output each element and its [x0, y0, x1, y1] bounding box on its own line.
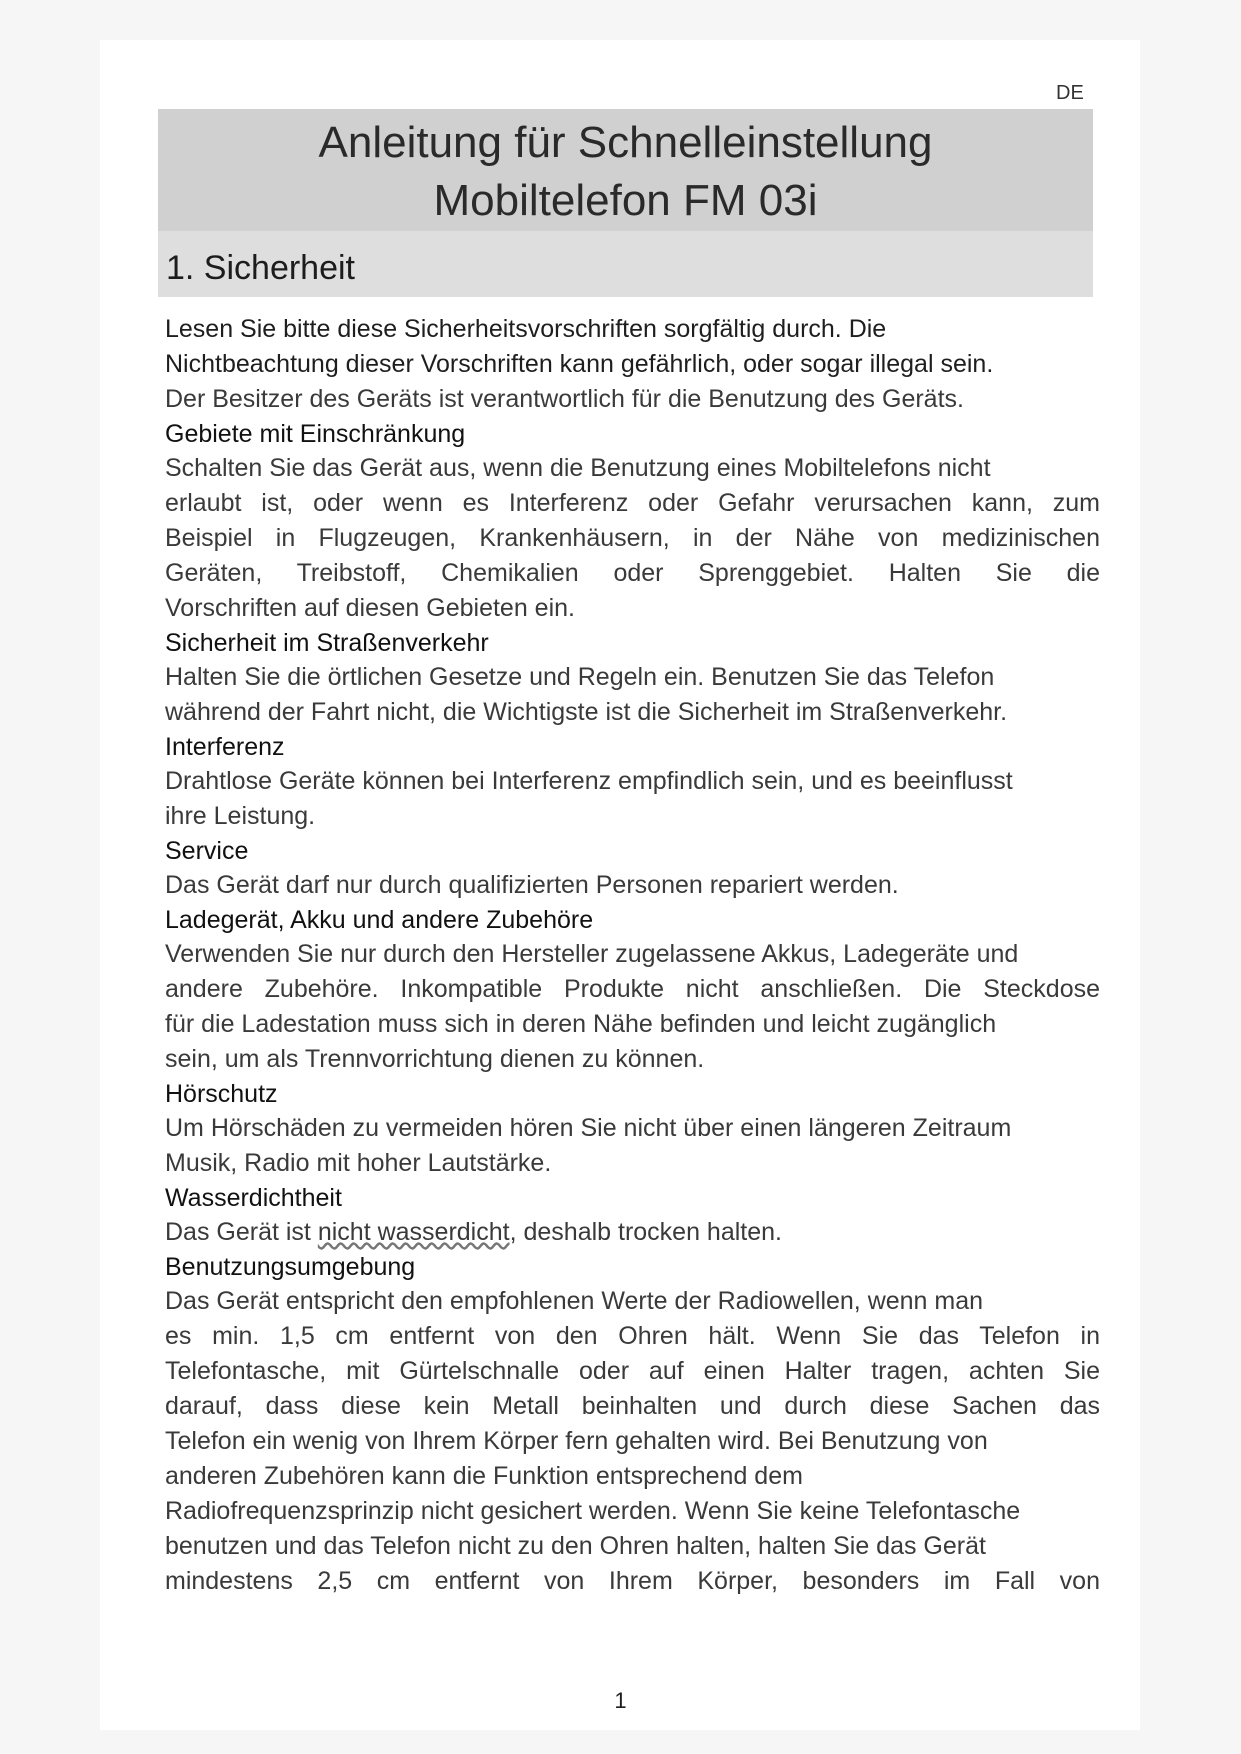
section-heading: Wasserdichtheit	[165, 1184, 342, 1212]
body-line: erlaubt ist, oder wenn es Interferenz oder Gefahr verursachen kann, zum	[165, 489, 1100, 517]
body-line: Verwenden Sie nur durch den Hersteller zugelassene Akkus, Ladegeräte und	[165, 940, 1019, 968]
body-line: Telefon ein wenig von Ihrem Körper fern gehalten wird. Bei Benutzung von	[165, 1427, 988, 1455]
body-line: Musik, Radio mit hoher Lautstärke.	[165, 1149, 552, 1177]
intro-line: Nichtbeachtung dieser Vorschriften kann gefährlich, oder sogar illegal sein.	[165, 350, 994, 378]
body-line: darauf, dass diese kein Metall beinhalten und durch diese Sachen das	[165, 1392, 1100, 1420]
section-heading: Service	[165, 837, 249, 865]
section-heading: Gebiete mit Einschränkung	[165, 420, 466, 448]
text-segment: deshalb trocken halten.	[516, 1218, 782, 1246]
emphasized-text: nicht wasserdicht,	[317, 1218, 517, 1246]
body-line: sein, um als Trennvorrichtung dienen zu können.	[165, 1045, 705, 1073]
intro-line: Lesen Sie bitte diese Sicherheitsvorschriften sorgfältig durch. Die	[165, 315, 887, 343]
body-line: Um Hörschäden zu vermeiden hören Sie nicht über einen längeren Zeitraum	[165, 1114, 1012, 1142]
body-line: Beispiel in Flugzeugen, Krankenhäusern, in der Nähe von medizinischen	[165, 524, 1100, 552]
section-heading: Ladegerät, Akku und andere Zubehöre	[165, 906, 594, 934]
body-line: anderen Zubehören kann die Funktion entsprechend dem	[165, 1462, 803, 1490]
body-line: Das Gerät entspricht den empfohlenen Werte der Radiowellen, wenn man	[165, 1287, 984, 1315]
section-title: 1. Sicherheit	[166, 249, 355, 287]
page-number: 1	[614, 1688, 627, 1713]
body-line: Halten Sie die örtlichen Gesetze und Regeln ein. Benutzen Sie das Telefon	[165, 663, 995, 691]
body-line: Drahtlose Geräte können bei Interferenz empfindlich sein, und es beeinflusst	[165, 767, 1013, 795]
body-line: benutzen und das Telefon nicht zu den Ohren halten, halten Sie das Gerät	[165, 1532, 986, 1560]
body-line: ihre Leistung.	[165, 802, 316, 830]
text-segment: Das Gerät ist	[165, 1218, 318, 1246]
intro-line: Der Besitzer des Geräts ist verantwortlich für die Benutzung des Geräts.	[165, 385, 964, 413]
body-line: es min. 1,5 cm entfernt von den Ohren hält. Wenn Sie das Telefon in	[165, 1322, 1100, 1350]
section-heading: Hörschutz	[165, 1080, 278, 1108]
section-heading: Interferenz	[165, 733, 285, 761]
body-line: Schalten Sie das Gerät aus, wenn die Benutzung eines Mobiltelefons nicht	[165, 454, 991, 482]
body-line: Geräten, Treibstoff, Chemikalien oder Sprenggebiet. Halten Sie die	[165, 559, 1100, 587]
body-line	[165, 1215, 1100, 1250]
title-line-1: Anleitung für Schnelleinstellung	[318, 118, 933, 167]
language-code: DE	[1056, 82, 1084, 104]
body-line: Das Gerät darf nur durch qualifizierten Personen repariert werden.	[165, 871, 899, 899]
body-line: Telefontasche, mit Gürtelschnalle oder auf einen Halter tragen, achten Sie	[165, 1357, 1100, 1385]
section-banner	[158, 231, 1093, 297]
document-body	[165, 312, 1100, 1599]
section-heading: Sicherheit im Straßenverkehr	[165, 629, 489, 657]
body-line: mindestens 2,5 cm entfernt von Ihrem Körper, besonders im Fall von	[165, 1567, 1100, 1595]
body-line: Radiofrequenzsprinzip nicht gesichert werden. Wenn Sie keine Telefontasche	[165, 1497, 1021, 1525]
title-line-2: Mobiltelefon FM 03i	[433, 176, 818, 225]
body-line: andere Zubehöre. Inkompatible Produkte nicht anschließen. Die Steckdose	[165, 975, 1100, 1003]
body-line: Vorschriften auf diesen Gebieten ein.	[165, 594, 575, 622]
body-line: während der Fahrt nicht, die Wichtigste ist die Sicherheit im Straßenverkehr.	[165, 698, 1008, 726]
title-banner	[158, 109, 1093, 231]
body-line: für die Ladestation muss sich in deren Nähe befinden und leicht zugänglich	[165, 1010, 997, 1038]
section-heading: Benutzungsumgebung	[165, 1253, 416, 1281]
